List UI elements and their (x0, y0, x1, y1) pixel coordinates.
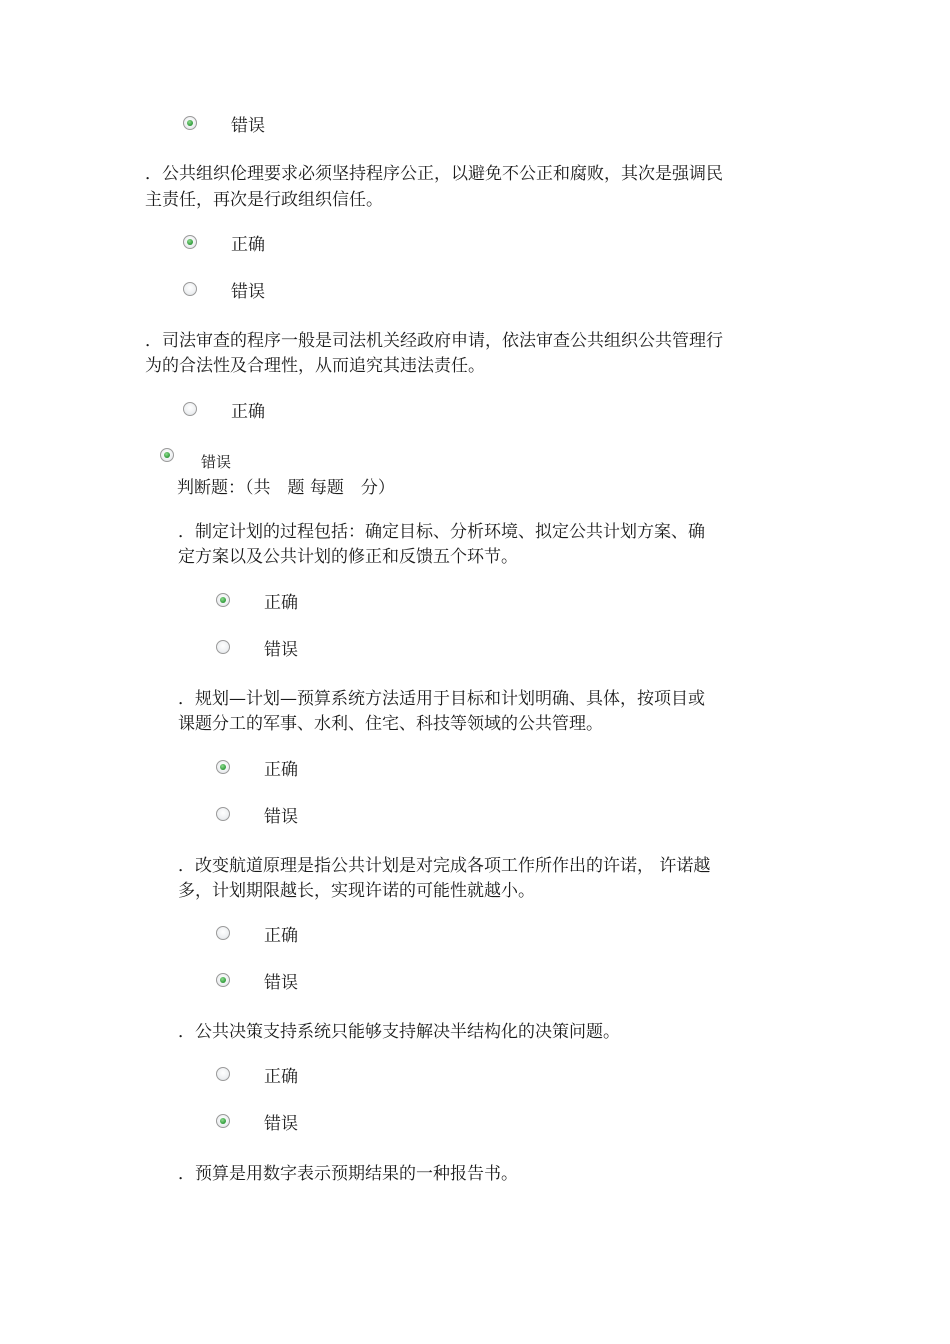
q4-wrong-label: 错误 (264, 807, 298, 827)
q3-wrong-radio[interactable] (216, 640, 230, 654)
q3-wrong-label: 错误 (264, 640, 298, 660)
q6-text-line1: ．公共决策支持系统只能够支持解决半结构化的决策问题。 (178, 1022, 620, 1042)
q1-text-line2: 主责任，再次是行政组织信任。 (145, 190, 383, 210)
q4-correct-label: 正确 (264, 760, 298, 780)
q7-text-line1: ．预算是用数字表示预期结果的一种报告书。 (178, 1164, 518, 1184)
q5-wrong-label: 错误 (264, 973, 298, 993)
q1-text-line1: ．公共组织伦理要求必须坚持程序公正，以避免不公正和腐败，其次是强调民 (145, 164, 723, 184)
section-header: 判断题：（共 题 每题 分） (177, 478, 395, 498)
q5-wrong-radio[interactable] (216, 973, 230, 987)
q3-correct-label: 正确 (264, 593, 298, 613)
q4-text-line1: ．规划—计划—预算系统方法适用于目标和计划明确、具体，按项目或 (178, 689, 705, 709)
q1-correct-label: 正确 (231, 235, 265, 255)
q0-wrong-label: 错误 (231, 116, 265, 136)
q5-correct-label: 正确 (264, 926, 298, 946)
q4-correct-radio[interactable] (216, 760, 230, 774)
q2-wrong-radio[interactable] (160, 448, 174, 462)
q4-text-line2: 课题分工的军事、水利、住宅、科技等领域的公共管理。 (178, 714, 603, 734)
q3-correct-radio[interactable] (216, 593, 230, 607)
q6-wrong-label: 错误 (264, 1114, 298, 1134)
q6-correct-label: 正确 (264, 1067, 298, 1087)
q1-wrong-label: 错误 (231, 282, 265, 302)
q5-text-line2: 多，计划期限越长，实现许诺的可能性就越小。 (178, 881, 535, 901)
q1-correct-radio[interactable] (183, 235, 197, 249)
q3-text-line2: 定方案以及公共计划的修正和反馈五个环节。 (178, 547, 518, 567)
q0-wrong-radio[interactable] (183, 116, 197, 130)
q6-wrong-radio[interactable] (216, 1114, 230, 1128)
q4-wrong-radio[interactable] (216, 807, 230, 821)
q1-wrong-radio[interactable] (183, 282, 197, 296)
q3-text-line1: ．制定计划的过程包括：确定目标、分析环境、拟定公共计划方案、确 (178, 522, 705, 542)
q5-correct-radio[interactable] (216, 926, 230, 940)
q2-text-line1: ．司法审查的程序一般是司法机关经政府申请，依法审查公共组织公共管理行 (145, 331, 723, 351)
q6-correct-radio[interactable] (216, 1067, 230, 1081)
q2-correct-label: 正确 (231, 402, 265, 422)
q2-correct-radio[interactable] (183, 402, 197, 416)
q5-text-line1: ．改变航道原理是指公共计划是对完成各项工作所作出的许诺， 许诺越 (178, 856, 711, 876)
q2-wrong-label: 错误 (201, 453, 232, 471)
q2-text-line2: 为的合法性及合理性，从而追究其违法责任。 (145, 356, 485, 376)
